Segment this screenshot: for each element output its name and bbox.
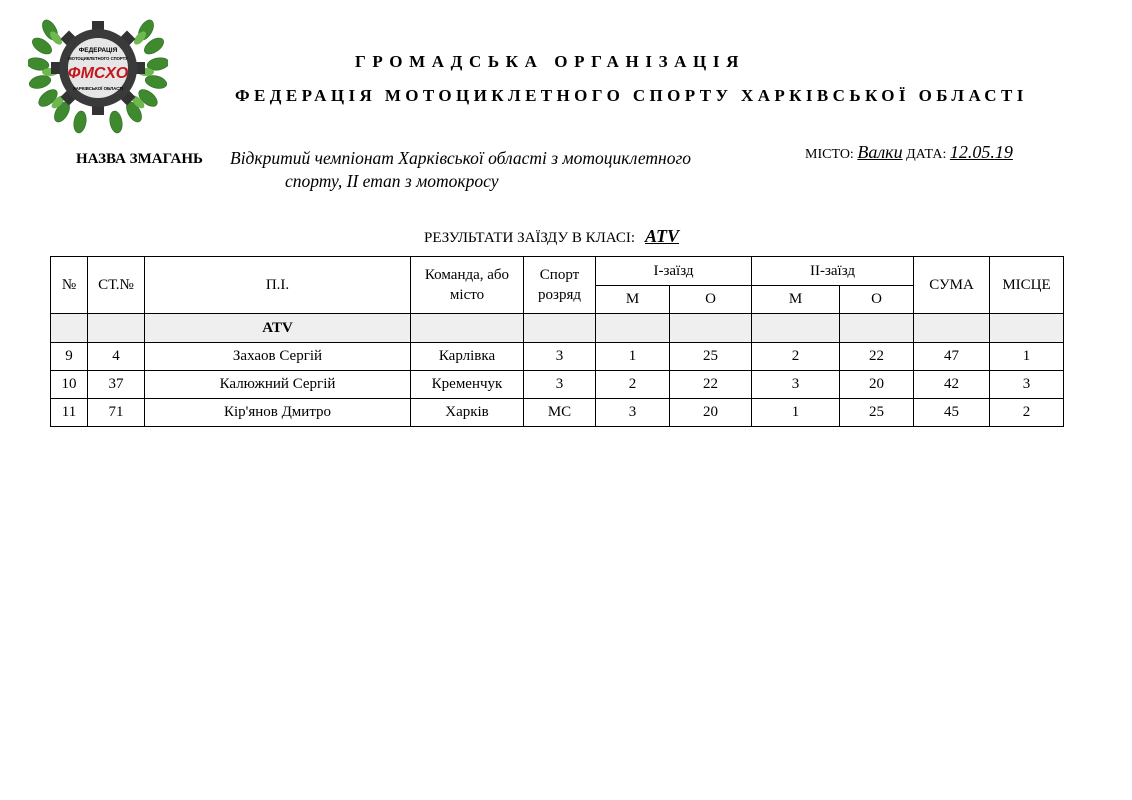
competition-label: НАЗВА ЗМАГАНЬ xyxy=(76,151,203,167)
cell-place: 1 xyxy=(990,343,1064,371)
class-row-label: ATV xyxy=(145,314,411,343)
table-row xyxy=(51,371,1064,399)
cell-sum: 42 xyxy=(914,371,990,399)
date-label: ДАТА: xyxy=(906,147,947,162)
federation-logo xyxy=(28,8,168,134)
city-value: Валки xyxy=(857,142,903,162)
place-date-block xyxy=(805,142,1013,163)
city-label: МІСТО: xyxy=(805,147,854,162)
organization-title: ГРОМАДСЬКА ОРГАНІЗАЦІЯ xyxy=(355,52,745,71)
cell-race2-m: 2 xyxy=(752,343,840,371)
svg-text:ФМСХО: ФМСХО xyxy=(67,65,129,82)
cell-race1-o: 22 xyxy=(670,371,752,399)
cell-team: Кременчук xyxy=(411,371,524,399)
header-place: МІСЦЕ xyxy=(990,257,1064,314)
results-table xyxy=(50,256,1064,427)
results-title xyxy=(424,226,679,247)
cell-start-num: 71 xyxy=(88,399,145,427)
header-sport-rank: Спорт розряд xyxy=(524,257,596,314)
class-row xyxy=(51,314,1064,343)
cell-place: 2 xyxy=(990,399,1064,427)
header-race1-m: М xyxy=(596,286,670,314)
cell-num: 11 xyxy=(51,399,88,427)
results-class: ATV xyxy=(645,226,680,246)
cell-race1-m: 3 xyxy=(596,399,670,427)
header-sum: СУМА xyxy=(914,257,990,314)
cell-rank: 3 xyxy=(524,371,596,399)
cell-place: 3 xyxy=(990,371,1064,399)
header-race1-o: О xyxy=(670,286,752,314)
header-race2-m: М xyxy=(752,286,840,314)
cell-name: Калюжний Сергій xyxy=(145,371,411,399)
cell-name: Кір'янов Дмитро xyxy=(145,399,411,427)
cell-race1-m: 2 xyxy=(596,371,670,399)
results-title-label: РЕЗУЛЬТАТИ ЗАЇЗДУ В КЛАСІ: xyxy=(424,230,636,246)
svg-text:ХАРКІВСЬКОЇ ОБЛАСТІ: ХАРКІВСЬКОЇ ОБЛАСТІ xyxy=(72,86,124,91)
cell-team: Карлівка xyxy=(411,343,524,371)
cell-race2-m: 1 xyxy=(752,399,840,427)
svg-text:МОТОЦИКЛЕТНОГО СПОРТУ: МОТОЦИКЛЕТНОГО СПОРТУ xyxy=(68,56,128,61)
date-value: 12.05.19 xyxy=(949,142,1013,162)
cell-race2-m: 3 xyxy=(752,371,840,399)
svg-text:ФЕДЕРАЦІЯ: ФЕДЕРАЦІЯ xyxy=(78,47,118,54)
cell-race2-o: 20 xyxy=(840,371,914,399)
cell-race1-o: 25 xyxy=(670,343,752,371)
cell-sum: 45 xyxy=(914,399,990,427)
header-race2: ІІ-заїзд xyxy=(752,257,914,286)
header-num: № xyxy=(51,257,88,314)
header-name: П.І. xyxy=(145,257,411,314)
table-row xyxy=(51,343,1064,371)
cell-sum: 47 xyxy=(914,343,990,371)
competition-name-line2: спорту, ІІ етап з мотокросу xyxy=(285,171,499,191)
header-race1: І-заїзд xyxy=(596,257,752,286)
cell-rank: МС xyxy=(524,399,596,427)
cell-race1-m: 1 xyxy=(596,343,670,371)
cell-race2-o: 22 xyxy=(840,343,914,371)
header-row xyxy=(51,257,1064,286)
cell-name: Захаов Сергій xyxy=(145,343,411,371)
header-race2-o: О xyxy=(840,286,914,314)
cell-num: 9 xyxy=(51,343,88,371)
header-start-num: СТ.№ xyxy=(88,257,145,314)
cell-race1-o: 20 xyxy=(670,399,752,427)
cell-num: 10 xyxy=(51,371,88,399)
cell-rank: 3 xyxy=(524,343,596,371)
cell-race2-o: 25 xyxy=(840,399,914,427)
cell-start-num: 4 xyxy=(88,343,145,371)
table-row xyxy=(51,399,1064,427)
header-team: Команда, або місто xyxy=(411,257,524,314)
federation-title: ФЕДЕРАЦІЯ МОТОЦИКЛЕТНОГО СПОРТУ ХАРКІВСЬКОЇ ОБЛАСТІ xyxy=(235,86,1028,105)
competition-name-line1: Відкритий чемпіонат Харківської області з мотоциклетного xyxy=(230,148,692,168)
cell-team: Харків xyxy=(411,399,524,427)
cell-start-num: 37 xyxy=(88,371,145,399)
